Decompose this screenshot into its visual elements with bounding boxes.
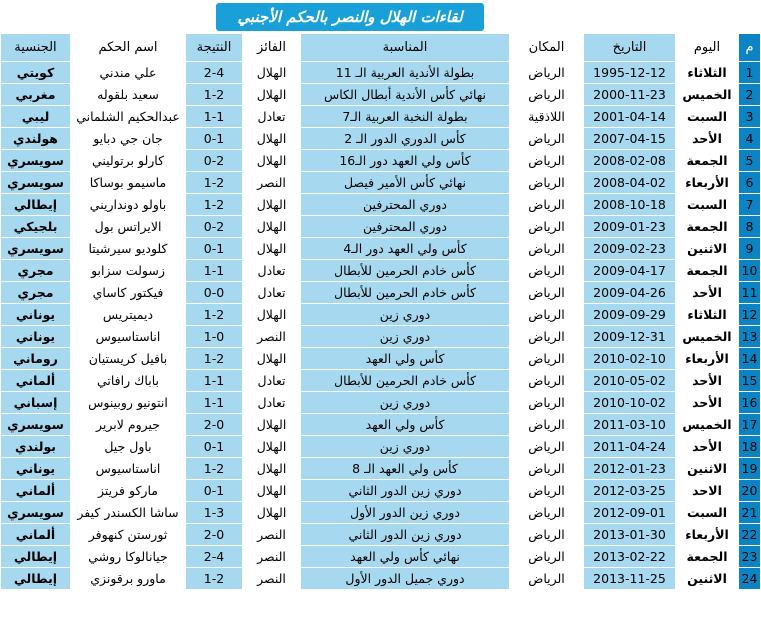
occasion-cell: دوري زين (301, 304, 510, 326)
row-number: 18 (739, 436, 761, 458)
date-cell: 2010-02-10 (584, 348, 676, 370)
header-place: المكان (510, 34, 584, 62)
referee-cell: فيكتور كاساي (71, 282, 186, 304)
result-cell: 1-2 (186, 304, 243, 326)
row-number: 9 (739, 238, 761, 260)
nationality-cell: روماني (1, 348, 71, 370)
result-cell: 1-2 (186, 568, 243, 590)
date-cell: 2013-02-22 (584, 546, 676, 568)
day-cell: الثلاثاء (676, 62, 739, 84)
result-cell: 0-1 (186, 238, 243, 260)
occasion-cell: نهائي كأس الأندية أبطال الكاس (301, 84, 510, 106)
winner-cell: الهلال (243, 194, 301, 216)
occasion-cell: بطولة النخبة العربية الـ7 (301, 106, 510, 128)
row-number: 20 (739, 480, 761, 502)
day-cell: الخميس (676, 414, 739, 436)
day-cell: الجمعة (676, 546, 739, 568)
place-cell: الرياض (510, 260, 584, 282)
date-cell: 2008-04-02 (584, 172, 676, 194)
referee-cell: سعيد بلقوله (71, 84, 186, 106)
winner-cell: تعادل (243, 260, 301, 282)
header-occasion: المناسبة (301, 34, 510, 62)
place-cell: الرياض (510, 84, 584, 106)
referee-cell: باول جيل (71, 436, 186, 458)
table-row (1, 150, 761, 172)
header-winner: الفائز (243, 34, 301, 62)
place-cell: الرياض (510, 502, 584, 524)
table-row (1, 326, 761, 348)
referee-cell: انتونيو روبينوس (71, 392, 186, 414)
day-cell: الثلاثاء (676, 304, 739, 326)
table-row (1, 348, 761, 370)
nationality-cell: ليبي (1, 106, 71, 128)
header-day: اليوم (676, 34, 739, 62)
referee-cell: ساشا الكسندر كيفر (71, 502, 186, 524)
row-number: 8 (739, 216, 761, 238)
referee-cell: ماورو برقونزي (71, 568, 186, 590)
table-row (1, 304, 761, 326)
result-cell: 1-2 (186, 172, 243, 194)
result-cell: 1-2 (186, 458, 243, 480)
nationality-cell: هولندي (1, 128, 71, 150)
date-cell: 2000-11-23 (584, 84, 676, 106)
date-cell: 2009-04-17 (584, 260, 676, 282)
day-cell: الجمعة (676, 216, 739, 238)
row-number: 1 (739, 62, 761, 84)
day-cell: الاثنين (676, 238, 739, 260)
winner-cell: الهلال (243, 414, 301, 436)
table-body (1, 62, 761, 590)
occasion-cell: نهائي كأس ولي العهد (301, 546, 510, 568)
result-cell: 2-0 (186, 524, 243, 546)
date-cell: 2009-04-26 (584, 282, 676, 304)
nationality-cell: ألماني (1, 480, 71, 502)
place-cell: الرياض (510, 436, 584, 458)
result-cell: 0-1 (186, 480, 243, 502)
day-cell: السبت (676, 194, 739, 216)
table-row (1, 172, 761, 194)
occasion-cell: كأس خادم الحرمين للأبطال (301, 370, 510, 392)
winner-cell: النصر (243, 326, 301, 348)
table-row (1, 84, 761, 106)
nationality-cell: إسباني (1, 392, 71, 414)
date-cell: 2011-03-10 (584, 414, 676, 436)
row-number: 14 (739, 348, 761, 370)
referee-cell: باولو دونداريني (71, 194, 186, 216)
result-cell: 1-1 (186, 260, 243, 282)
occasion-cell: كأس خادم الحرمين للأبطال (301, 282, 510, 304)
occasion-cell: دوري زين الدور الثاني (301, 480, 510, 502)
day-cell: الخميس (676, 84, 739, 106)
winner-cell: النصر (243, 172, 301, 194)
winner-cell: الهلال (243, 216, 301, 238)
table-row (1, 238, 761, 260)
referee-cell: ثورستن كنهوفر (71, 524, 186, 546)
table-row (1, 216, 761, 238)
referee-cell: عبدالحكيم الشلماني (71, 106, 186, 128)
occasion-cell: دوري زين (301, 392, 510, 414)
place-cell: الرياض (510, 282, 584, 304)
title-bar (0, 0, 700, 33)
row-number: 11 (739, 282, 761, 304)
occasion-cell: دوري زين الدور الأول (301, 502, 510, 524)
result-cell: 0-2 (186, 216, 243, 238)
day-cell: الأحد (676, 436, 739, 458)
result-cell: 1-2 (186, 84, 243, 106)
date-cell: 2009-02-23 (584, 238, 676, 260)
date-cell: 2011-04-24 (584, 436, 676, 458)
table-row (1, 502, 761, 524)
referee-cell: ديميتريس (71, 304, 186, 326)
referee-cell: ماركو فريتز (71, 480, 186, 502)
occasion-cell: كأس ولي العهد الـ 8 (301, 458, 510, 480)
date-cell: 2008-10-18 (584, 194, 676, 216)
header-date: التاريخ (584, 34, 676, 62)
place-cell: الرياض (510, 458, 584, 480)
row-number: 6 (739, 172, 761, 194)
header-referee: اسم الحكم (71, 34, 186, 62)
day-cell: الاثنين (676, 458, 739, 480)
nationality-cell: كويتي (1, 62, 71, 84)
row-number: 12 (739, 304, 761, 326)
result-cell: 0-1 (186, 128, 243, 150)
day-cell: الأربعاء (676, 348, 739, 370)
date-cell: 2012-01-23 (584, 458, 676, 480)
date-cell: 2013-01-30 (584, 524, 676, 546)
occasion-cell: كأس الدوري الدور الـ 2 (301, 128, 510, 150)
day-cell: الأحد (676, 392, 739, 414)
place-cell: الرياض (510, 524, 584, 546)
winner-cell: الهلال (243, 502, 301, 524)
occasion-cell: كأس ولي العهد دور الـ16 (301, 150, 510, 172)
place-cell: الرياض (510, 150, 584, 172)
occasion-cell: كأس ولي العهد (301, 414, 510, 436)
result-cell: 1-2 (186, 348, 243, 370)
day-cell: الخميس (676, 326, 739, 348)
row-number: 17 (739, 414, 761, 436)
date-cell: 2009-01-23 (584, 216, 676, 238)
occasion-cell: دوري زين الدور الثاني (301, 524, 510, 546)
header-row (1, 34, 761, 62)
occasion-cell: دوري زين (301, 436, 510, 458)
place-cell: الرياض (510, 172, 584, 194)
nationality-cell: إيطالي (1, 546, 71, 568)
place-cell: الرياض (510, 568, 584, 590)
date-cell: 2012-03-25 (584, 480, 676, 502)
result-cell: 0-0 (186, 282, 243, 304)
date-cell: 1995-12-12 (584, 62, 676, 84)
row-number: 22 (739, 524, 761, 546)
row-number: 5 (739, 150, 761, 172)
day-cell: السبت (676, 106, 739, 128)
referee-cell: جيروم لابرير (71, 414, 186, 436)
row-number: 7 (739, 194, 761, 216)
date-cell: 2010-05-02 (584, 370, 676, 392)
winner-cell: الهلال (243, 238, 301, 260)
winner-cell: تعادل (243, 392, 301, 414)
nationality-cell: سويسري (1, 502, 71, 524)
place-cell: اللاذقية (510, 106, 584, 128)
occasion-cell: نهائي كأس الأمير فيصل (301, 172, 510, 194)
occasion-cell: دوري زين (301, 326, 510, 348)
occasion-cell: بطولة الأندية العربية الـ 11 (301, 62, 510, 84)
row-number: 21 (739, 502, 761, 524)
day-cell: الأحد (676, 282, 739, 304)
nationality-cell: بولندي (1, 436, 71, 458)
day-cell: الجمعة (676, 260, 739, 282)
occasion-cell: دوري جميل الدور الأول (301, 568, 510, 590)
table-row (1, 458, 761, 480)
result-cell: 2-0 (186, 414, 243, 436)
referee-cell: بافيل كريستيان (71, 348, 186, 370)
row-number: 23 (739, 546, 761, 568)
winner-cell: النصر (243, 568, 301, 590)
place-cell: الرياض (510, 238, 584, 260)
day-cell: الأحد (676, 128, 739, 150)
result-cell: 0-2 (186, 150, 243, 172)
table-row (1, 568, 761, 590)
table-row (1, 392, 761, 414)
nationality-cell: يوناني (1, 304, 71, 326)
table-row (1, 524, 761, 546)
nationality-cell: مجري (1, 260, 71, 282)
header-nationality: الجنسية (1, 34, 71, 62)
header-result: النتيجة (186, 34, 243, 62)
nationality-cell: يوناني (1, 326, 71, 348)
winner-cell: الهلال (243, 480, 301, 502)
place-cell: الرياض (510, 392, 584, 414)
place-cell: الرياض (510, 216, 584, 238)
table-row (1, 480, 761, 502)
date-cell: 2007-04-15 (584, 128, 676, 150)
winner-cell: تعادل (243, 370, 301, 392)
result-cell: 1-1 (186, 106, 243, 128)
table-row (1, 370, 761, 392)
nationality-cell: يوناني (1, 458, 71, 480)
referee-cell: جان جي دبايو (71, 128, 186, 150)
winner-cell: الهلال (243, 84, 301, 106)
nationality-cell: بلجيكي (1, 216, 71, 238)
result-cell: 0-1 (186, 436, 243, 458)
referee-cell: جيانالوكا روشي (71, 546, 186, 568)
winner-cell: الهلال (243, 62, 301, 84)
result-cell: 1-1 (186, 392, 243, 414)
nationality-cell: إيطالي (1, 194, 71, 216)
winner-cell: النصر (243, 546, 301, 568)
row-number: 19 (739, 458, 761, 480)
row-number: 3 (739, 106, 761, 128)
winner-cell: الهلال (243, 458, 301, 480)
referee-cell: اناستاسيوس (71, 458, 186, 480)
table-row (1, 194, 761, 216)
winner-cell: الهلال (243, 348, 301, 370)
result-cell: 1-3 (186, 502, 243, 524)
referee-cell: ماسيمو بوساكا (71, 172, 186, 194)
result-cell: 1-0 (186, 326, 243, 348)
place-cell: الرياض (510, 194, 584, 216)
occasion-cell: كأس ولي العهد (301, 348, 510, 370)
date-cell: 2009-12-31 (584, 326, 676, 348)
referee-cell: باباك رافاتي (71, 370, 186, 392)
day-cell: الأربعاء (676, 172, 739, 194)
row-number: 24 (739, 568, 761, 590)
referee-cell: اناستاسيوس (71, 326, 186, 348)
winner-cell: الهلال (243, 128, 301, 150)
row-number: 4 (739, 128, 761, 150)
nationality-cell: سويسري (1, 238, 71, 260)
table-title: لقاءات الهلال والنصر بالحكم الأجنبي (216, 3, 484, 31)
table-row (1, 260, 761, 282)
date-cell: 2008-02-08 (584, 150, 676, 172)
nationality-cell: مجري (1, 282, 71, 304)
date-cell: 2013-11-25 (584, 568, 676, 590)
winner-cell: الهلال (243, 436, 301, 458)
result-cell: 1-2 (186, 194, 243, 216)
referee-cell: زسولت سزابو (71, 260, 186, 282)
occasion-cell: كأس خادم الحرمين للأبطال (301, 260, 510, 282)
date-cell: 2010-10-02 (584, 392, 676, 414)
table-row (1, 106, 761, 128)
occasion-cell: كأس ولي العهد دور الـ4 (301, 238, 510, 260)
day-cell: الاحد (676, 480, 739, 502)
header-num: م (739, 34, 761, 62)
date-cell: 2009-09-29 (584, 304, 676, 326)
place-cell: الرياض (510, 370, 584, 392)
day-cell: الاثنين (676, 568, 739, 590)
matches-table (0, 33, 761, 590)
place-cell: الرياض (510, 128, 584, 150)
place-cell: الرياض (510, 304, 584, 326)
place-cell: الرياض (510, 546, 584, 568)
nationality-cell: ألماني (1, 370, 71, 392)
table-row (1, 414, 761, 436)
table-row (1, 62, 761, 84)
referee-cell: الايراتس بول (71, 216, 186, 238)
row-number: 2 (739, 84, 761, 106)
referee-cell: علي مندني (71, 62, 186, 84)
referee-cell: كلوديو سيرشيتا (71, 238, 186, 260)
occasion-cell: دوري المحترفين (301, 216, 510, 238)
nationality-cell: سويسري (1, 150, 71, 172)
day-cell: الأحد (676, 370, 739, 392)
winner-cell: الهلال (243, 150, 301, 172)
nationality-cell: سويسري (1, 172, 71, 194)
row-number: 15 (739, 370, 761, 392)
winner-cell: الهلال (243, 304, 301, 326)
date-cell: 2012-09-01 (584, 502, 676, 524)
row-number: 10 (739, 260, 761, 282)
winner-cell: النصر (243, 524, 301, 546)
day-cell: السبت (676, 502, 739, 524)
place-cell: الرياض (510, 62, 584, 84)
result-cell: 1-1 (186, 370, 243, 392)
day-cell: الجمعة (676, 150, 739, 172)
referee-cell: كارلو برتوليني (71, 150, 186, 172)
date-cell: 2001-04-14 (584, 106, 676, 128)
place-cell: الرياض (510, 326, 584, 348)
place-cell: الرياض (510, 480, 584, 502)
table-row (1, 436, 761, 458)
table-row (1, 546, 761, 568)
winner-cell: تعادل (243, 282, 301, 304)
nationality-cell: مغربي (1, 84, 71, 106)
row-number: 16 (739, 392, 761, 414)
result-cell: 2-4 (186, 546, 243, 568)
table-row (1, 282, 761, 304)
winner-cell: تعادل (243, 106, 301, 128)
result-cell: 2-4 (186, 62, 243, 84)
place-cell: الرياض (510, 414, 584, 436)
nationality-cell: ألماني (1, 524, 71, 546)
place-cell: الرياض (510, 348, 584, 370)
occasion-cell: دوري المحترفين (301, 194, 510, 216)
day-cell: الأربعاء (676, 524, 739, 546)
row-number: 13 (739, 326, 761, 348)
nationality-cell: سويسري (1, 414, 71, 436)
table-row (1, 128, 761, 150)
nationality-cell: إيطالي (1, 568, 71, 590)
